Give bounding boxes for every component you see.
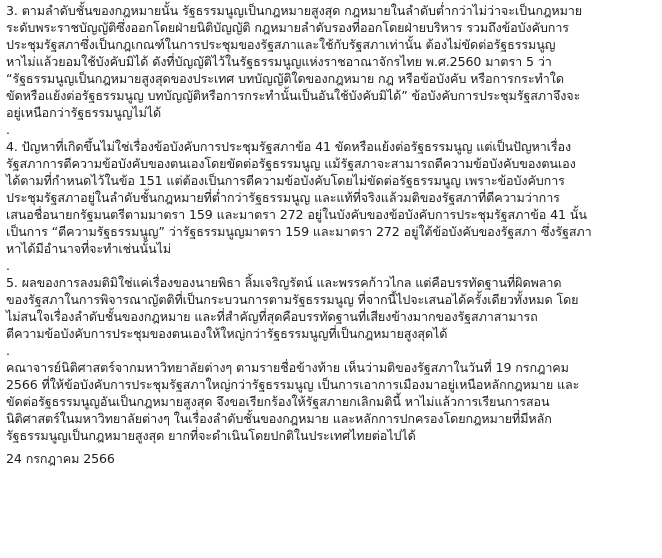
paragraph-3: 3. ตามลำดับชั้นของกฎหมายนั้น รัฐธรรมนูญเป็นกฎหมายสูงสุด กฎหมายในลำดับต่ำกว่าไม่ว่าจะเป็นกฎหมาย ระดับพระราชบัญญัติซึ่งออกโดยฝ่ายนิติบัญญัติ กฎหมายลำดับรองที่ออกโดยฝ่ายบริหาร รวมถึงข้อบังคับการ ประชุมรัฐสภาซึ่งเป็นกฎเกณฑ์ในการประชุมของรัฐสภาและใช้กับรัฐสภาเท่านั้น ต้องไม่ขัดต่อรัฐธรรมนูญ หาไม่แล้วยอมใช้บังคับมิได้ ดังที่บัญญัติไว้ในรัฐธรรมนูญแห่งราชอาณาจักรไทย พ.ศ.2560 มาตรา 5 ว่า “รัฐธรรมนูญเป็นกฎหมายสูงสุดของประเทศ บทบัญญัติใดของกฎหมาย กฎ หรือข้อบังคับ หรือการกระทำใด ขัดหรือแย้งต่อรัฐธรรมนูญ บทบัญญัติหรือการกระทำนั้นเป็นอันใช้บังคับมิได้” ข้อบังคับการประชุมรัฐสภาจึงจะ อยู่เหนือกว่ารัฐธรรมนูญไม่ได้ bbox=[6, 3, 583, 120]
separator-dot: . bbox=[6, 343, 10, 358]
paragraph-4: 4. ปัญหาที่เกิดขึ้นไม่ใช่เรื่องข้อบังคับการประชุมรัฐสภาข้อ 41 ขัดหรือแย้งต่อรัฐธรรมนูญ แต่เป็นปัญหาเรื่อง รัฐสภาการตีความข้อบังคับของตนเองโดยขัดต่อรัฐธรรมนูญ แม้รัฐสภาจะสามารถตีความข้อบังคับของตนเอง ได้ตามที่กำหนดไว้ในข้อ 151 แต่ต้องเป็นการตีความข้อบังคับโดยไม่ขัดต่อรัฐธรรมนูญ เพราะข้อบังคับการ ประชุมรัฐสภาอยู่ในลำดับชั้นกฎหมายที่ต่ำกว่ารัฐธรรมนูญ และแท้ที่จริงแล้วมติของรัฐสภาที่ตีความว่าการ เสนอชื่อนายกรัฐมนตรีตามมาตรา 159 และมาตรา 272 อยู่ในบังคับของข้อบังคับการประชุมรัฐสภาข้อ 41 นั้น เป็นการ “ตีความรัฐธรรมนูญ” ว่ารัฐธรรมนูญมาตรา 159 และมาตรา 272 อยู่ใต้ข้อบังคับของรัฐสภา ซึ่งรัฐสภา หาได้มีอำนาจที่จะทำเช่นนั้นไม่ bbox=[6, 139, 592, 256]
paragraph-6: คณาจารย์นิติศาสตร์จากมหาวิทยาลัยต่างๆ ตามรายชื่อข้างท้าย เห็นว่ามติของรัฐสภาในวันที่ 19 กรกฎาคม 2566 ที่ให้ข้อบังคับการประชุมรัฐสภาใหญ่กว่ารัฐธรรมนูญ เป็นการเอาการเมืองมาอยู่เหนือหลักกฎหมาย และ ขัดต่อรัฐธรรมนูญอันเป็นกฎหมายสูงสุด จึงขอเรียกร้องให้รัฐสภายกเลิกมตินี้ หาไม่แล้วการเรียนการสอน นิติศาสตร์ในมหาวิทยาลัยต่างๆ ในเรื่องลำดับชั้นของกฎหมาย และหลักการปกครองโดยกฎหมายที่มีหลัก รัฐธรรมนูญเป็นกฎหมายสูงสุด ยากที่จะดำเนินโดยปกติในประเทศไทยต่อไปได้ bbox=[6, 360, 580, 443]
paragraph-5: 5. ผลของการลงมติมิใช่แค่เรื่องของนายพิธา ลิ้มเจริญรัตน์ และพรรคก้าวไกล แต่คือบรรทัดฐานที่ผิดพลาด ของรัฐสภาในการพิจารณาญัตติที่เป็นกระบวนการตามรัฐธรรมนูญ ที่จากนี้ไปจะเสนอได้ครั้งเดียวทั้งหมด โดย ไม่สนใจเรื่องลำดับชั้นของกฎหมาย และที่สำคัญที่สุดคือบรรทัดฐานที่เสียงข้างมากของรัฐสภาสามารถ ตีความข้อบังคับการประชุมของตนเองให้ใหญ่กว่ารัฐธรรมนูญที่เป็นกฎหมายสูงสุดได้ bbox=[6, 275, 579, 341]
separator-dot: . bbox=[6, 122, 10, 137]
separator-dot: . bbox=[6, 258, 10, 273]
post-date: 24 กรกฎาคม 2566 bbox=[6, 451, 115, 466]
